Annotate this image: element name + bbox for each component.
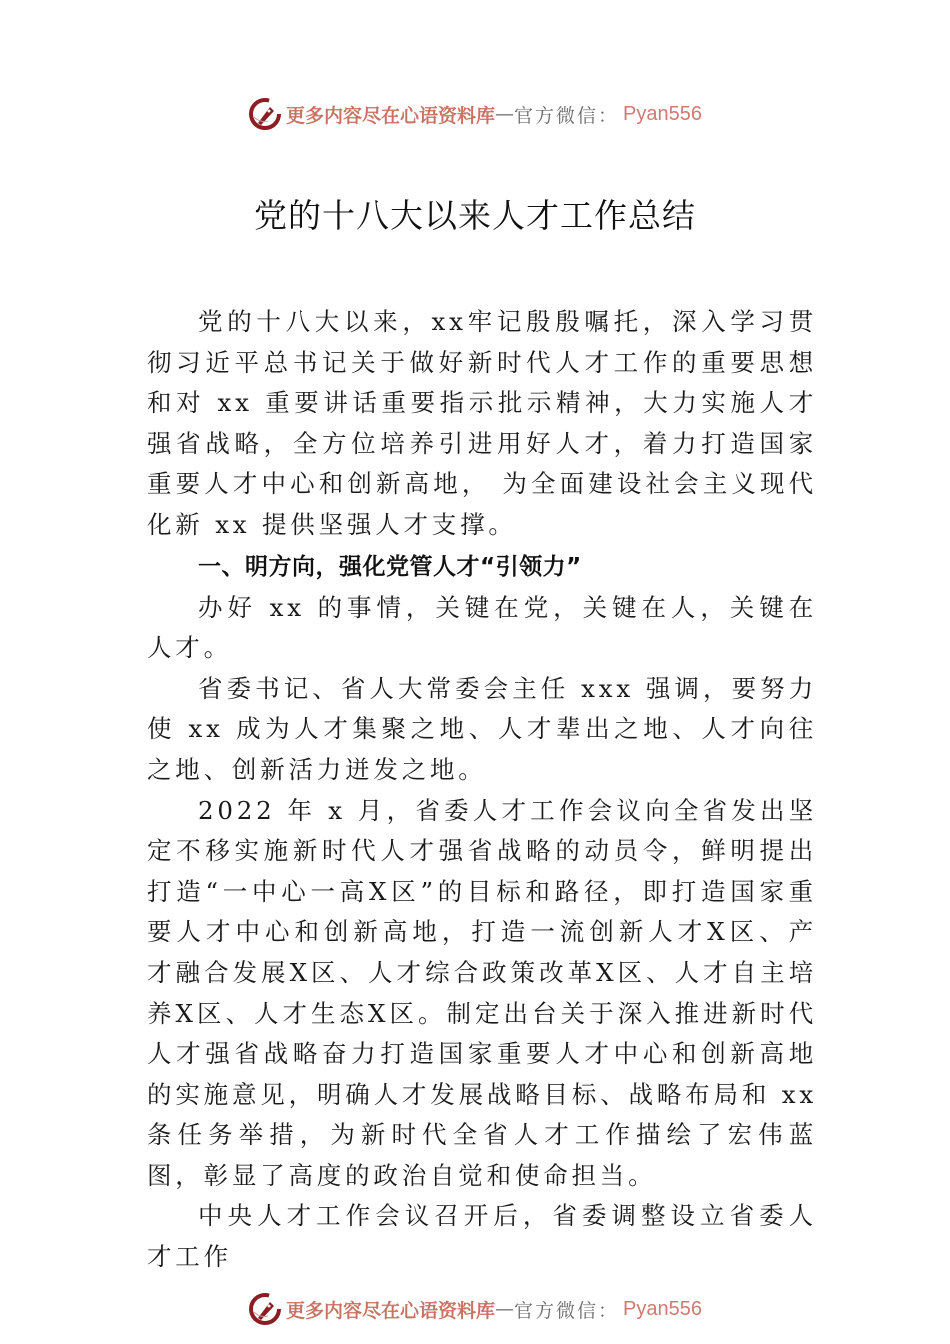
- pen-nib-logo-icon: [248, 97, 282, 131]
- separator: —: [495, 103, 515, 125]
- section-heading-1: 一、明方向，强化党管人才“引领力”: [198, 553, 582, 580]
- document-body: [147, 302, 817, 1278]
- paragraph: 省委书记、省人大常委会主任 xxx 强调，要努力使 xx 成为人才集聚之地、人才辈出之地、人才向往之地、创新活力迸发之地。: [147, 673, 817, 784]
- paragraph: 办好 xx 的事情，关键在党，关键在人，关键在人才。: [147, 592, 817, 663]
- intro-paragraph: 党的十八大以来，xx牢记殷殷嘱托，深入学习贯彻习近平总书记关于做好新时代人才工作的重要思想和对 xx 重要讲话重要指示批示精神，大力实施人才强省战略，全方位培养引进用好人才，着力打造国家重要人才中心和创新高地， 为全面建设社会主义现代化新 xx 提供坚强人才支撑。: [147, 307, 817, 539]
- brand-text: 更多内容尽在心语资料库: [286, 1299, 496, 1322]
- wechat-id: Pyan556: [623, 102, 702, 125]
- brand-text: 更多内容尽在心语资料库: [286, 104, 496, 127]
- header-banner: [0, 94, 950, 134]
- separator: —: [495, 1298, 515, 1320]
- wechat-label: 官方微信：: [514, 1299, 620, 1322]
- document-title: 党的十八大以来人才工作总结: [254, 196, 696, 235]
- footer-banner: [0, 1289, 950, 1329]
- wechat-label: 官方微信：: [514, 104, 620, 127]
- paragraph: 中央人才工作会议召开后，省委调整设立省委人才工作: [147, 1201, 817, 1272]
- wechat-id: Pyan556: [623, 1297, 702, 1320]
- pen-nib-logo-icon: [248, 1292, 282, 1326]
- paragraph: 2022 年 x 月，省委人才工作会议向全省发出坚定不移实施新时代人才强省战略的动员令，鲜明提出打造“一中心一高X区”的目标和路径，即打造国家重要人才中心和创新高地，打造一流创新人才X区、产才融合发展X区、人才综合政策改革X区、人才自主培养X区、人才生态X区。制定出台关于深入推进新时代人才强省战略奋力打造国家重要人才中心和创新高地的实施意见，明确人才发展战略目标、战略布局和 xx 条任务举措，为新时代全省人才工作描绘了宏伟蓝图，彰显了高度的政治自觉和使命担当。: [147, 795, 817, 1190]
